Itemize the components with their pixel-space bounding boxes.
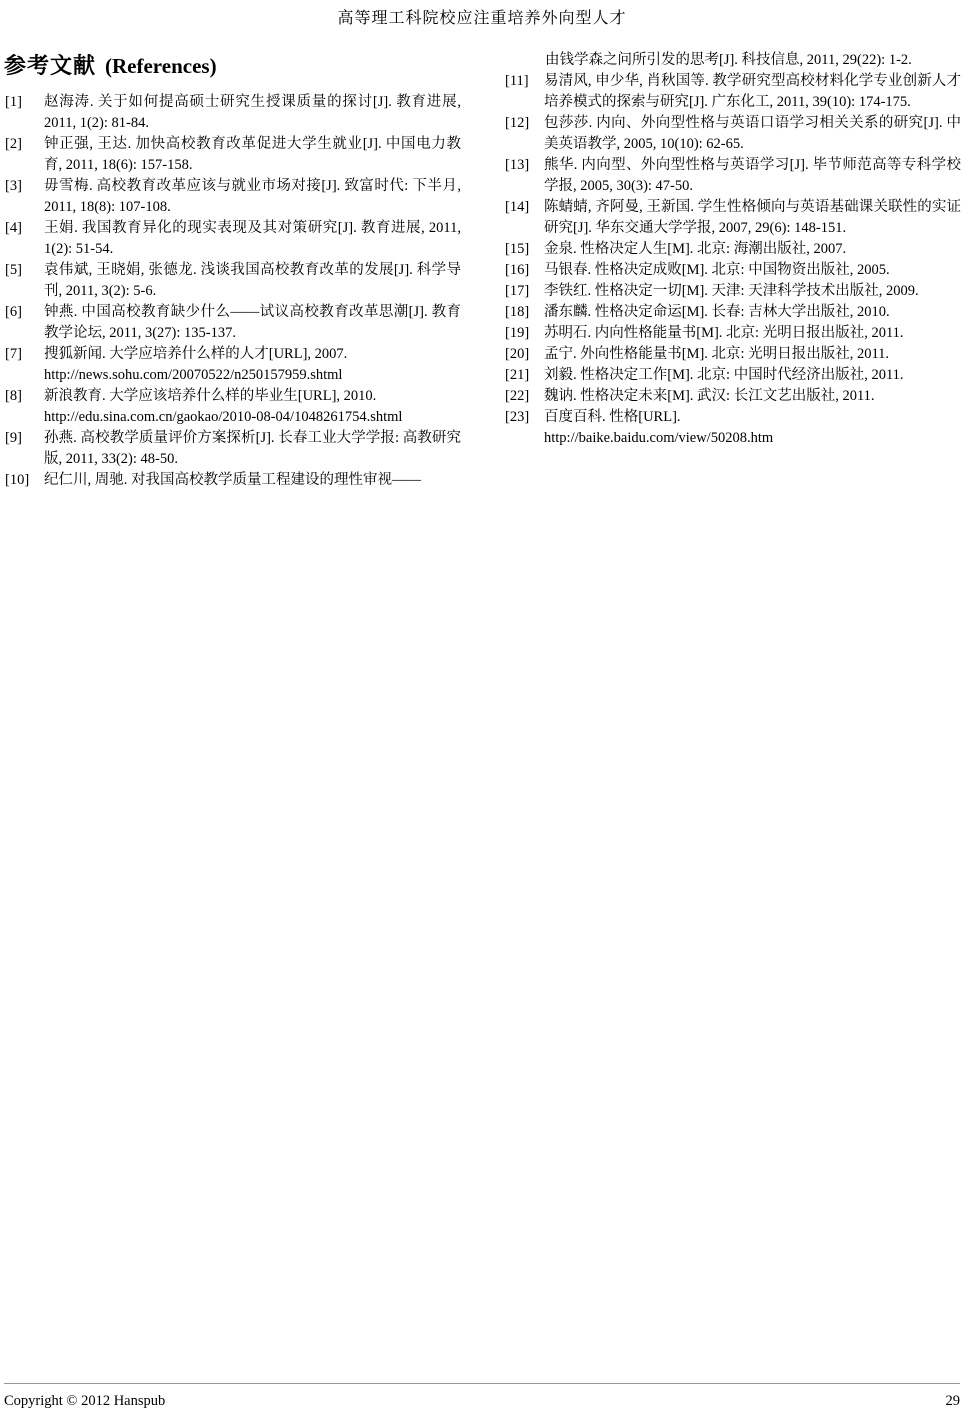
reference-text: 毋雪梅. 高校教育改革应该与就业市场对接[J]. 致富时代: 下半月, 2011, 18(8): 107-108. — [44, 178, 461, 215]
reference-label: [9] — [5, 430, 22, 446]
reference-url: http://baike.baidu.com/view/50208.htm — [544, 430, 774, 446]
reference-label: [18] — [505, 304, 530, 320]
reference-text: 钟燕. 中国高校教育缺少什么——试议高校教育改革思潮[J]. 教育教学论坛, 2011, 3(27): 135-137. — [44, 304, 461, 341]
page-number: 29 — [945, 1393, 960, 1409]
reference-text: 包莎莎. 内向、外向型性格与英语口语学习相关关系的研究[J]. 中美英语教学, 2005, 10(10): 62-65. — [544, 115, 961, 152]
reference-item-2 — [4, 134, 461, 176]
reference-label: [4] — [5, 220, 22, 236]
reference-label: [10] — [5, 472, 30, 488]
reference-label: [23] — [505, 409, 530, 425]
reference-text: 陈蜻蜻, 齐阿曼, 王新国. 学生性格倾向与英语基础课关联性的实证研究[J]. 华东交通大学学报, 2007, 29(6): 148-151. — [544, 199, 961, 236]
references-right-column — [504, 50, 961, 449]
reference-text: 马银春. 性格决定成败[M]. 北京: 中国物资出版社, 2005. — [544, 262, 890, 278]
reference-label: [7] — [5, 346, 22, 362]
reference-item-10 — [4, 470, 461, 491]
reference-label: [16] — [505, 262, 530, 278]
reference-label: [13] — [505, 157, 530, 173]
references-heading-en: (References) — [105, 54, 217, 78]
reference-label: [17] — [505, 283, 530, 299]
reference-item-20 — [504, 344, 961, 365]
reference-label: [2] — [5, 136, 22, 152]
footer-copyright: Copyright © 2012 Hanspub — [4, 1393, 166, 1409]
reference-text: 王娟. 我国教育异化的现实表现及其对策研究[J]. 教育进展, 2011, 1(2): 51-54. — [44, 220, 461, 257]
reference-text: 金泉. 性格决定人生[M]. 北京: 海潮出版社, 2007. — [544, 241, 847, 257]
reference-item-4 — [4, 218, 461, 260]
reference-item-10-continuation: 由钱学森之问所引发的思考[J]. 科技信息, 2011, 29(22): 1-2. — [545, 52, 912, 68]
reference-text: 纪仁川, 周驰. 对我国高校教学质量工程建设的理性审视—— — [44, 472, 421, 488]
reference-item-1 — [4, 92, 461, 134]
reference-item-15 — [504, 239, 961, 260]
reference-item-13 — [504, 155, 961, 197]
reference-text: 易清风, 申少华, 肖秋国等. 教学研究型高校材料化学专业创新人才培养模式的探索与研究[J]. 广东化工, 2011, 39(10): 174-175. — [544, 73, 961, 110]
reference-text: 李铁红. 性格决定一切[M]. 天津: 天津科学技术出版社, 2009. — [544, 283, 919, 299]
reference-item-9 — [4, 428, 461, 470]
page-footer — [4, 1383, 960, 1411]
reference-text: 钟正强, 王达. 加快高校教育改革促进大学生就业[J]. 中国电力教育, 2011, 18(6): 157-158. — [44, 136, 461, 173]
reference-text: 孟宁. 外向性格能量书[M]. 北京: 光明日报出版社, 2011. — [544, 346, 890, 362]
reference-text: 搜狐新闻. 大学应培养什么样的人才[URL], 2007. — [44, 346, 348, 362]
reference-item-14 — [504, 197, 961, 239]
reference-label: [11] — [505, 73, 529, 89]
reference-label: [22] — [505, 388, 530, 404]
reference-item-16 — [504, 260, 961, 281]
reference-label: [14] — [505, 199, 530, 215]
page-header-title: 高等理工科院校应注重培养外向型人才 — [337, 10, 627, 27]
reference-item-22 — [504, 386, 961, 407]
reference-text: 赵海涛. 关于如何提高硕士研究生授课质量的探讨[J]. 教育进展, 2011, 1(2): 81-84. — [44, 94, 461, 131]
reference-item-6 — [4, 302, 461, 344]
references-left-column — [4, 55, 461, 491]
reference-label: [6] — [5, 304, 22, 320]
reference-label: [12] — [505, 115, 530, 131]
reference-label: [3] — [5, 178, 22, 194]
reference-label: [20] — [505, 346, 530, 362]
reference-text: 袁伟斌, 王晓娟, 张德龙. 浅谈我国高校教育改革的发展[J]. 科学导刊, 2011, 3(2): 5-6. — [44, 262, 461, 299]
reference-list-left — [4, 92, 461, 491]
reference-url: http://edu.sina.com.cn/gaokao/2010-08-04/1048261754.shtml — [44, 409, 403, 425]
reference-text: 苏明石. 内向性格能量书[M]. 北京: 光明日报出版社, 2011. — [544, 325, 904, 341]
reference-text: 熊华. 内向型、外向型性格与英语学习[J]. 毕节师范高等专科学校学报, 2005, 30(3): 47-50. — [544, 157, 961, 194]
reference-item-21 — [504, 365, 961, 386]
reference-text: 孙燕. 高校教学质量评价方案探析[J]. 长春工业大学学报: 高教研究版, 2011, 33(2): 48-50. — [44, 430, 461, 467]
reference-label: [1] — [5, 94, 22, 110]
reference-label: [15] — [505, 241, 530, 257]
reference-item-11 — [504, 71, 961, 113]
reference-item-8 — [4, 386, 461, 428]
reference-url: http://news.sohu.com/20070522/n250157959.shtml — [44, 367, 343, 383]
reference-label: [5] — [5, 262, 22, 278]
references-heading-zh: 参考文献 — [4, 53, 97, 78]
references-heading — [4, 55, 461, 77]
reference-label: [19] — [505, 325, 530, 341]
reference-label: [8] — [5, 388, 22, 404]
reference-text: 魏讷. 性格决定未来[M]. 武汉: 长江文艺出版社, 2011. — [544, 388, 875, 404]
reference-item-5 — [4, 260, 461, 302]
reference-item-12 — [504, 113, 961, 155]
reference-text: 潘东麟. 性格决定命运[M]. 长春: 吉林大学出版社, 2010. — [544, 304, 890, 320]
reference-text: 新浪教育. 大学应该培养什么样的毕业生[URL], 2010. — [44, 388, 377, 404]
reference-item-23 — [504, 407, 961, 449]
reference-label: [21] — [505, 367, 530, 383]
reference-list-right — [504, 71, 961, 449]
reference-text: 刘毅. 性格决定工作[M]. 北京: 中国时代经济出版社, 2011. — [544, 367, 904, 383]
reference-item-7 — [4, 344, 461, 386]
reference-text: 百度百科. 性格[URL]. — [544, 409, 681, 425]
reference-item-3 — [4, 176, 461, 218]
reference-item-19 — [504, 323, 961, 344]
reference-item-18 — [504, 302, 961, 323]
reference-item-17 — [504, 281, 961, 302]
